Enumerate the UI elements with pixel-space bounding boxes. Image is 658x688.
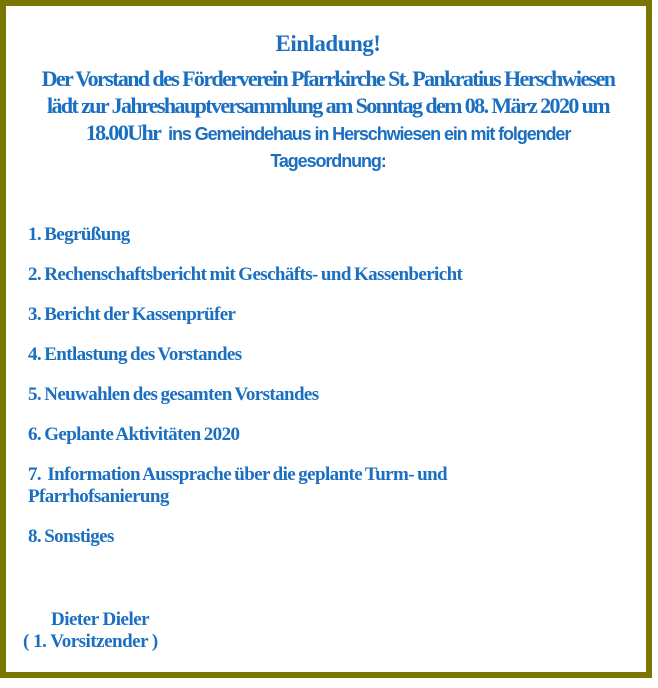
- agenda-item-label: 6. Geplante Aktivitäten 2020: [28, 424, 240, 445]
- intro-line: [28, 66, 628, 93]
- agenda-list: [28, 224, 628, 548]
- agenda-item: [28, 224, 628, 246]
- intro-line-serif-text: Der Vorstand des Förderverein Pfarrkirche St. Pankratius Herschwiesen: [41, 66, 615, 91]
- agenda-item: [28, 464, 628, 508]
- intro-line: [28, 93, 628, 120]
- signature-role: ( 1. Vorsitzender ): [23, 631, 158, 652]
- intro-paragraph: [28, 66, 628, 174]
- agenda-item-label: 4. Entlastung des Vorstandes: [28, 344, 242, 365]
- agenda-item-continuation: Pfarrhofsanierung: [28, 486, 169, 507]
- agenda-item: [28, 424, 628, 446]
- signature-name: Dieter Dieler: [51, 609, 150, 630]
- intro-line: [28, 147, 628, 174]
- agenda-item-label: 1. Begrüßung: [28, 224, 130, 245]
- agenda-item-label: 8. Sonstiges: [28, 526, 114, 547]
- agenda-item: [28, 526, 628, 548]
- intro-line-serif-text: 18.00Uhr: [85, 120, 161, 145]
- agenda-item: [28, 384, 628, 406]
- agenda-item: [28, 264, 628, 286]
- agenda-item-label: 3. Bericht der Kassenprüfer: [28, 304, 236, 325]
- agenda-item-label: 7. Information Aussprache über die geplante Turm- und: [28, 464, 448, 485]
- agenda-item-label: 5. Neuwahlen des gesamten Vorstandes: [28, 384, 319, 405]
- intro-line-serif-text: lädt zur Jahreshauptversammlung am Sonntag dem 08. März 2020 um: [46, 93, 610, 118]
- agenda-item-label: 2. Rechenschaftsbericht mit Geschäfts- und Kassenbericht: [28, 264, 463, 285]
- agenda-item: [28, 344, 628, 366]
- document-title: Einladung!: [275, 31, 381, 56]
- agenda-item: [28, 304, 628, 326]
- intro-line: [28, 120, 628, 147]
- signature-block: [23, 609, 628, 653]
- intro-line-sans-text: ins Gemeindehaus in Herschwiesen ein mit folgender: [160, 124, 571, 144]
- intro-line-sans-text: Tagesordnung:: [270, 151, 386, 171]
